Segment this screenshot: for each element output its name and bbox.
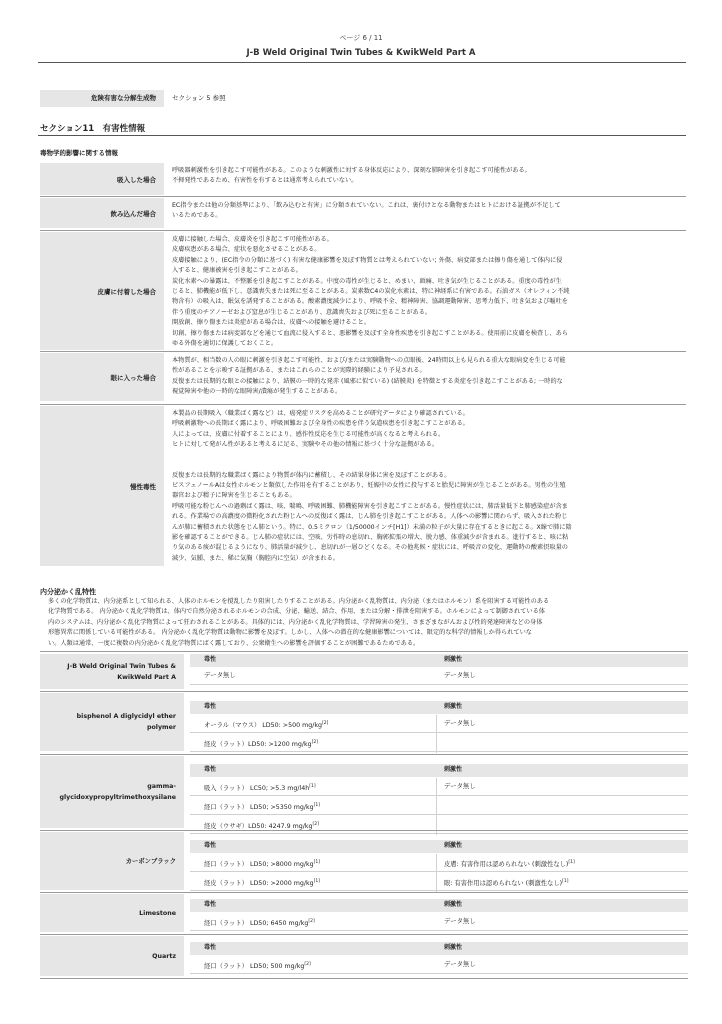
table-divider	[40, 754, 688, 755]
sub-header: 毒性 刺激性	[190, 764, 688, 777]
table-row: 吸入（ラット） LC50; >5.3 mg/l4h[1] データ無し	[190, 778, 688, 796]
ingredient-name: gamma- glycidoxypropyltrimethoxysilane	[40, 756, 184, 828]
endocrine-text: 多くの化学物質は、内分泌系として知られる、人体のホルモンを撹乱したり阻害したりすることがある。内分泌かく乱物質は、内分泌（またはホルモン）系を阻害する可能性のある 化学物質である。 内分泌かく乱化学物質は、体内で自然分泌されるホルモンの合成、分泌、輸送、結合、作用、または分解・排泄を阻害する。ホルモンによって制御されている体 内のシステムは、内分泌かく乱化学物質によって狂わされることがある。具体的には、内分泌かく乱化学物質は、学習障害の発生、さまざまながんおよび性的発達障害などの身体 形態異常に関係している可能性がある。 内分泌かく乱化学物質は動物に影響を及ぼす。しかし、人体への潜在的な健康影響については、限定的な科学的情報しか得られていな い。人類は通常、一度に複数の内分泌かく乱化学物質にばく露しており、公衆衛生への影響を評価することが困難であるためである。	[48, 598, 550, 647]
ingredient-name: bisphenol A diglycidyl ether polymer	[40, 693, 184, 751]
section-subtitle: 毒物学的影響に関する情報	[40, 149, 118, 157]
sub-header: 毒性 刺激性	[190, 654, 688, 667]
table-divider	[40, 978, 688, 979]
table-divider	[40, 892, 688, 893]
sub-header: 毒性 刺激性	[190, 942, 688, 955]
tox-text: EC指令または他の分類基準により、「飲み込むと有害」に分類されていない。これは、裏付けとなる動物またはヒトにおける証拠が不足して いるためである。	[172, 202, 561, 220]
hazardous-label: 危険有害な分解生成物	[40, 90, 164, 107]
section-title: セクション11 有害性情報	[40, 124, 146, 134]
ingredient-block	[40, 654, 688, 689]
tox-row-chronic	[40, 406, 686, 566]
ingredient-name: Limestone	[40, 894, 184, 932]
table-row: データ無し データ無し	[190, 667, 688, 685]
row-divider	[40, 196, 686, 197]
ingredient-block	[40, 693, 688, 751]
tox-label: 飲み込んだ場合	[40, 198, 164, 228]
sub-header: 毒性 刺激性	[190, 899, 688, 912]
tox-label: 吸入した場合	[40, 163, 164, 195]
ingredient-name: カーボンブラック	[40, 832, 184, 890]
table-row: 経口（ラット） LD50; 500 mg/kg[2] データ無し	[190, 956, 688, 974]
ingredient-block	[40, 894, 688, 932]
tox-text: 本製品の長期吸入（職業ばく露など）は、癌発症リスクを高めることが研究データにより確認されている。 呼吸刺激物への長期ばく露により、呼吸困難および全身性の疾患を伴う気道疾患を引き起こすことがある。 人によっては、皮膚に付着することにより、感作性反応を生じる可能性が高くなると考えられる。 ヒトに対して発がん性があると考えるに足る、実験やその他の情報に基づく十分な証拠がある。 反復または長期的な職業ばく露により物質が体内に蓄積し、その結果身体に害を及ぼすことがある。 ビスフェノールAは女性ホルモンと類似した作用を有することがあり、妊娠中の女性に投与すると胎児に障害が生じることがある。男性の生殖 器官および精子に障害を生じることもある。 呼吸可能な粉じんへの過剰ばく露は、咳、喘鳴、呼吸困難、肺機能障害を引き起こすことがある。慢性症状には、肺活量低下と肺感染症が含ま れる。作業場での高濃度の微粉化された粉じんへの反復ばく露は、じん肺を引き起こすことがある。人体への影響に関わらず、吸入された粉じ んが肺に蓄積された状態をじん肺という。特に、0.5ミクロン（1/50000インチ[H1]）未満の粒子が大量に存在するときに起こる。X線で肺に陰 影を確認することができる。じん肺の症状には、空咳、労作時の息切れ、胸郭拡張の増大、脱力感、体重減少が含まれる。進行すると、咳に粘 り気のある痰が混じるようになり、肺活量が減少し、息切れが一層ひどくなる。その他兆候・症状には、呼吸音の変化、運動時の酸素摂取量の 減少、気腫、また、稀に気胸（胸腔内に空気）が含まれる。	[172, 410, 572, 562]
row-divider	[40, 404, 686, 405]
table-row: 経皮（ラット）LD50: >1200 mg/kg[2]	[190, 734, 688, 752]
sub-header: 毒性 刺激性	[190, 840, 688, 853]
table-row: 経口（ラット） LD50; 6450 mg/kg[2] データ無し	[190, 913, 688, 931]
header-divider	[38, 62, 686, 63]
table-divider	[40, 934, 688, 935]
tox-label: 眼に入った場合	[40, 353, 164, 401]
tox-text: 本物質が、相当数の人の眼に刺激を引き起こす可能性、および/または実験動物への点眼後、24時間以上も見られる重大な眼病変を生じる可能 性があることを示唆する証拠がある、またはこれらのことが実際的経験により予見される。 反復または長期的な眼との接触により、結膜の一時的な発赤 (風邪に似ている) (結膜炎) を特徴とする炎症を引き起こすことがある; 一時的な 視覚障害や他の一時的な眼障害/潰瘍が発生することがある。	[172, 357, 566, 396]
sub-header: 毒性 刺激性	[190, 701, 688, 714]
ingredient-block	[40, 756, 688, 831]
hazardous-value: セクション 5 参照	[172, 94, 226, 102]
document-title: J-B Weld Original Twin Tubes & KwikWeld Part A	[246, 48, 476, 58]
tox-row-inhalation	[40, 163, 686, 195]
row-divider	[40, 351, 686, 352]
table-row: 経皮（ラット） LD50: >2000 mg/kg[1] 眼: 有害作用は認められない (刺激性なし)[1]	[190, 873, 688, 891]
endocrine-title: 内分泌かく乱特性	[40, 588, 96, 596]
tox-label: 皮膚に付着した場合	[40, 232, 164, 350]
table-divider	[40, 830, 688, 831]
table-row: 経口（ラット） LD50; >5350 mg/kg[1]	[190, 797, 688, 815]
tox-row-eye	[40, 353, 686, 401]
ingredient-block	[40, 936, 688, 976]
table-row: オーラル（マウス） LD50: >500 mg/kg[2] データ無し	[190, 715, 688, 733]
tox-label: 慢性毒性	[40, 406, 164, 566]
tox-row-ingestion	[40, 198, 686, 228]
table-row: 経皮（ウサギ）LD50: 4247.9 mg/kg[2]	[190, 816, 688, 834]
table-divider	[40, 691, 688, 692]
page-number: ページ 6 / 11	[339, 34, 383, 42]
tox-text: 皮膚に接触した場合、皮膚炎を引き起こす可能性がある。 皮膚疾患がある場合、症状を悪化させることがある。 皮膚接触により、(EC指令の分類に基づく) 有害な健康影響を及ぼす物質とは考えられていない; 外傷、病変部または擦り傷を通して体内に侵 入すると、健康被害を引き起こすことがある。 炭化水素への暴露は、不整脈を引き起こすことがある。中度の毒性が生じると、めまい、頭痛、吐き気が生じることがある。重度の毒性が生 じると、肺機能が低下し、意識喪失または死に至ることがある。炭素数C4の炭化水素は、特に神経系に有害である。石油ガス（オレフィン不純 物含有）の吸入は、眠気を誘発することがある。酸素濃度減少により、呼吸不全、精神障害、協調運動障害、思考力低下、吐き気および嘔吐を 伴う重度のチアノーゼおよび窒息が生じることがあり、意識喪失および死に至ることがある。 開放創、擦り傷または炎症がある場合は、皮膚への接触を避けること。 切創、擦り傷または病変部などを通じて血流に侵入すると、悪影響を及ぼす全身性疾患を引き起こすことがある。使用前に皮膚を検査し、あら ゆる外傷を適切に保護しておくこと。	[172, 236, 570, 348]
ingredient-name: J-B Weld Original Twin Tubes & KwikWeld Part A	[40, 654, 184, 689]
tox-row-skin	[40, 232, 686, 350]
tox-text: 呼吸器刺激性を引き起こす可能性がある。このような刺激性に対する身体反応により、深刻な肺障害を引き起こす可能性がある。 不揮発性であるため、有害性を有するとは通常考えられていない。	[172, 167, 531, 185]
hazardous-decomposition-row	[40, 90, 686, 107]
section-divider	[38, 135, 686, 136]
ingredient-block	[40, 832, 688, 890]
ingredient-name: Quartz	[40, 936, 184, 976]
table-divider	[40, 651, 688, 652]
table-row: 経口（ラット） LD50; >8000 mg/kg[1] 皮膚: 有害作用は認められない (刺激性なし)[1]	[190, 854, 688, 872]
row-divider	[40, 230, 686, 231]
